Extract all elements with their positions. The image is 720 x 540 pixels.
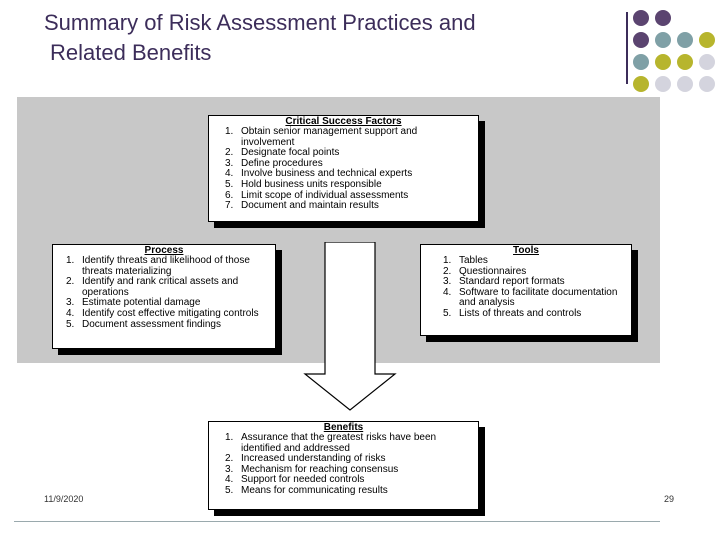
list-item-number: 5. <box>225 484 234 496</box>
slide-title <box>44 8 604 68</box>
list-item-text: Tables <box>459 255 488 266</box>
decorative-dot <box>699 54 715 70</box>
list-item-text: Standard report formats <box>459 276 565 288</box>
title-line-2: Related Benefits <box>50 40 212 65</box>
decorative-dot <box>633 54 649 70</box>
list-item-number: 4. <box>66 307 75 319</box>
list-item-text: Identify and rank critical assets and operations <box>82 276 239 298</box>
down-arrow-icon <box>303 242 397 412</box>
critical-success-factors-heading: Critical Success Factors <box>285 116 402 127</box>
list-item <box>225 201 465 212</box>
benefits-box <box>208 421 479 510</box>
list-item-text: Increased understanding of risks <box>241 453 386 465</box>
benefits-heading: Benefits <box>323 422 364 433</box>
list-item-number: 5. <box>443 307 452 319</box>
list-item-number: 7. <box>225 200 234 212</box>
critical-success-factors-list <box>225 127 465 212</box>
decorative-dot <box>655 76 671 92</box>
decorative-dot <box>655 54 671 70</box>
list-item-number: 4. <box>443 286 452 298</box>
list-item <box>225 433 465 454</box>
critical-success-factors-box <box>208 115 479 222</box>
list-item-number: 6. <box>225 189 234 201</box>
list-item-number: 5. <box>66 318 75 330</box>
list-item <box>443 288 619 309</box>
decorative-dot <box>677 32 693 48</box>
list-item-number: 4. <box>225 168 234 180</box>
decorative-dot <box>655 10 671 26</box>
list-item-number: 2. <box>225 453 234 465</box>
decorative-dot <box>633 10 649 26</box>
list-item-number: 4. <box>225 474 234 486</box>
footer-divider <box>14 521 660 522</box>
list-item-number: 2. <box>443 265 452 277</box>
decorative-dot <box>699 32 715 48</box>
process-box <box>52 244 276 349</box>
decorative-dot <box>633 76 649 92</box>
list-item-text: Lists of threats and controls <box>459 307 582 319</box>
process-list <box>66 256 262 330</box>
list-item-text: Estimate potential damage <box>82 297 201 309</box>
list-item-number: 3. <box>66 297 75 309</box>
list-item-text: Hold business units responsible <box>241 178 382 190</box>
list-item <box>225 127 465 148</box>
list-item <box>66 277 262 298</box>
decorative-dot <box>677 76 693 92</box>
list-item-number: 1. <box>66 255 75 266</box>
list-item-number: 3. <box>443 276 452 288</box>
decorative-dot <box>655 32 671 48</box>
decorative-dot <box>633 32 649 48</box>
tools-list <box>443 256 619 320</box>
title-divider <box>626 12 628 84</box>
list-item-text: Define procedures <box>241 157 323 169</box>
list-item-text: Document assessment findings <box>82 318 221 330</box>
list-item-text: Means for communicating results <box>241 484 388 496</box>
list-item-number: 1. <box>443 255 452 266</box>
list-item-text: Identify cost effective mitigating controls <box>82 307 259 319</box>
list-item <box>225 486 465 497</box>
tools-heading: Tools <box>513 245 539 256</box>
list-item-number: 2. <box>66 276 75 288</box>
list-item <box>443 309 619 320</box>
list-item-text: Questionnaires <box>459 265 527 277</box>
list-item-number: 2. <box>225 147 234 159</box>
list-item-text: Identify threats and likelihood of those threats materializing <box>82 255 250 277</box>
list-item-text: Assurance that the greatest risks have been identified and addressed <box>241 432 437 454</box>
slide-page-number: 29 <box>664 494 675 504</box>
list-item-number: 3. <box>225 157 234 169</box>
list-item-number: 5. <box>225 178 234 190</box>
title-line-1: Summary of Risk Assessment Practices and <box>44 10 476 35</box>
list-item-text: Obtain senior management support and involvement <box>241 126 418 148</box>
list-item-number: 3. <box>225 463 234 475</box>
decorative-dot <box>677 54 693 70</box>
list-item-text: Limit scope of individual assessments <box>241 189 409 201</box>
list-item-text: Mechanism for reaching consensus <box>241 463 399 475</box>
slide-date: 11/9/2020 <box>44 494 84 504</box>
decorative-dot <box>699 76 715 92</box>
process-heading: Process <box>144 245 184 256</box>
list-item <box>66 320 262 331</box>
list-item <box>66 256 262 277</box>
tools-box <box>420 244 632 336</box>
list-item-text: Document and maintain results <box>241 200 379 212</box>
list-item-text: Software to facilitate documentation and analysis <box>459 286 618 309</box>
list-item-text: Involve business and technical experts <box>241 168 413 180</box>
list-item-text: Support for needed controls <box>241 474 365 486</box>
list-item-number: 1. <box>225 126 234 137</box>
list-item-number: 1. <box>225 432 234 443</box>
benefits-list <box>225 433 465 497</box>
list-item-text: Designate focal points <box>241 147 340 159</box>
